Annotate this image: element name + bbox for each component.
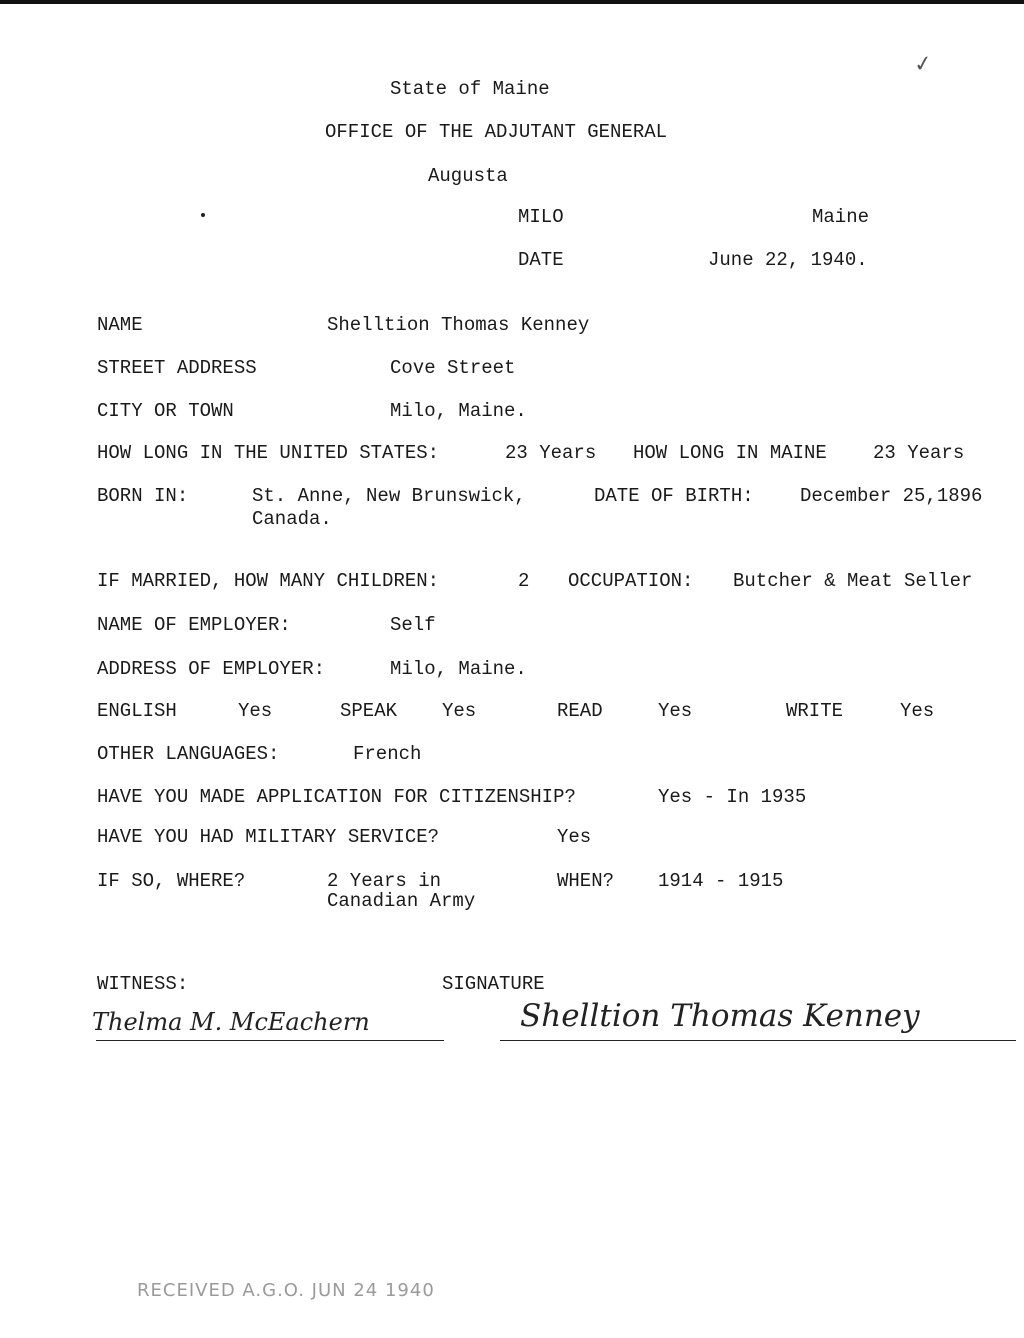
name-value: Shelltion Thomas Kenney xyxy=(327,314,590,336)
witness-handwritten-signature: Thelma M. McEachern xyxy=(92,1008,370,1036)
dob-label: DATE OF BIRTH: xyxy=(594,485,754,507)
received-stamp: RECEIVED A.G.O. JUN 24 1940 xyxy=(137,1280,435,1301)
occupation-label: OCCUPATION: xyxy=(568,570,694,592)
street-label: STREET ADDRESS xyxy=(97,357,257,379)
write-value: Yes xyxy=(900,700,935,722)
when-label: WHEN? xyxy=(557,870,615,892)
born-label: BORN IN: xyxy=(97,485,189,507)
state-title: State of Maine xyxy=(390,78,550,100)
city-value: Milo, Maine. xyxy=(390,400,527,422)
military-value: Yes xyxy=(557,826,592,848)
town-label: MILO xyxy=(518,206,564,228)
occupation-value: Butcher & Meat Seller xyxy=(733,570,973,592)
scan-top-edge xyxy=(0,0,1024,4)
employer-value: Self xyxy=(390,614,436,636)
applicant-signature-line xyxy=(500,1040,1016,1041)
stray-dot xyxy=(201,213,205,217)
read-label: READ xyxy=(557,700,603,722)
read-value: Yes xyxy=(658,700,693,722)
employer-address-label: ADDRESS OF EMPLOYER: xyxy=(97,658,326,680)
speak-label: SPEAK xyxy=(340,700,398,722)
employer-address-value: Milo, Maine. xyxy=(390,658,527,680)
children-label: IF MARRIED, HOW MANY CHILDREN: xyxy=(97,570,440,592)
where-label: IF SO, WHERE? xyxy=(97,870,246,892)
write-label: WRITE xyxy=(786,700,844,722)
maine-label: HOW LONG IN MAINE xyxy=(633,442,827,464)
office-title: OFFICE OF THE ADJUTANT GENERAL xyxy=(325,121,668,143)
born-value-2: Canada. xyxy=(252,508,332,530)
employer-label: NAME OF EMPLOYER: xyxy=(97,614,291,636)
us-label: HOW LONG IN THE UNITED STATES: xyxy=(97,442,440,464)
us-value: 23 Years xyxy=(505,442,597,464)
children-value: 2 xyxy=(518,570,530,592)
other-languages-label: OTHER LANGUAGES: xyxy=(97,743,280,765)
town-value: Maine xyxy=(812,206,870,228)
witness-signature-line xyxy=(96,1040,444,1041)
city-label: CITY OR TOWN xyxy=(97,400,234,422)
maine-value: 23 Years xyxy=(873,442,965,464)
street-value: Cove Street xyxy=(390,357,516,379)
other-languages-value: French xyxy=(353,743,422,765)
citizenship-value: Yes - In 1935 xyxy=(658,786,807,808)
dob-value: December 25,1896 xyxy=(800,485,983,507)
city-title: Augusta xyxy=(428,165,508,187)
english-value: Yes xyxy=(238,700,273,722)
citizenship-label: HAVE YOU MADE APPLICATION FOR CITIZENSHIP? xyxy=(97,786,576,808)
signature-label: SIGNATURE xyxy=(442,973,545,995)
english-label: ENGLISH xyxy=(97,700,177,722)
name-label: NAME xyxy=(97,314,143,336)
born-value-1: St. Anne, New Brunswick, xyxy=(252,485,526,507)
where-value-2: Canadian Army xyxy=(327,890,476,912)
military-label: HAVE YOU HAD MILITARY SERVICE? xyxy=(97,826,440,848)
applicant-handwritten-signature: Shelltion Thomas Kenney xyxy=(520,998,920,1034)
when-value: 1914 - 1915 xyxy=(658,870,784,892)
witness-label: WITNESS: xyxy=(97,973,189,995)
date-value: June 22, 1940. xyxy=(708,249,868,271)
checkmark-icon: ✓ xyxy=(912,50,935,79)
date-label: DATE xyxy=(518,249,564,271)
where-value-1: 2 Years in xyxy=(327,870,442,892)
speak-value: Yes xyxy=(442,700,477,722)
